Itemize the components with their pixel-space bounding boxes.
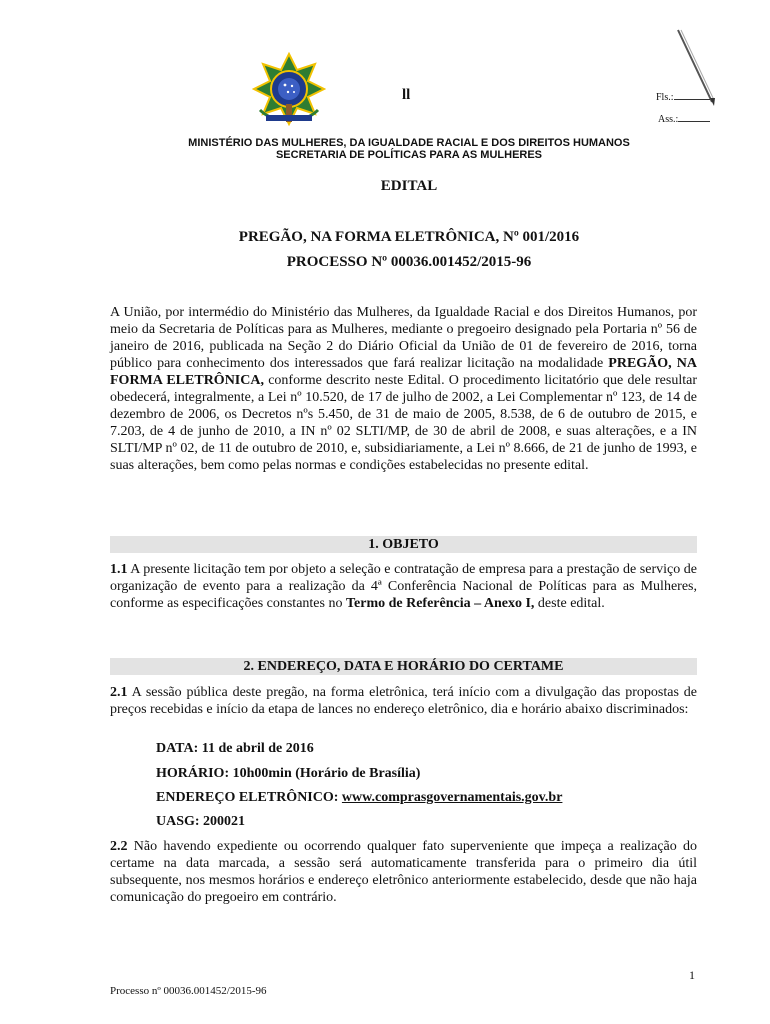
fls-field: Fls.: (656, 92, 710, 103)
section-1-heading: 1. OBJETO (110, 536, 697, 553)
uasg-code: UASG: 200021 (156, 814, 246, 829)
intro-paragraph: A União, por intermédio do Ministério das Mulheres, da Igualdade Racial e dos Direitos Humanos, por meio da Secretaria de Políticas para as Mulheres, mediante o pregoeiro designado pela Portaria nº 56 de janeiro de 2016, publicada na Seção 2 do Diário Oficial da União de 01 de fevereiro de 2016, torna público para conhecimento dos interessados que fará realizar licitação na modalidade PREGÃO, NA FORMA ELETRÔNICA, conforme descrito neste Edital. O procedimento licitatório que dele resultar obedecerá, integralmente, a Lei nº 10.520, de 17 de julho de 2002, a Lei Complementar nº 123, de 14 de dezembro de 2006, os Decretos nºs 5.450, de 31 de maio de 2005, 8.538, de 6 de outubro de 2015, e 7.203, de 4 de junho de 2010, a IN nº 02 SLTI/MP, de 30 de abril de 2008, e suas alterações, e a IN SLTI/MP nº 02, de 11 de outubro de 2010, e, subsidiariamente, a Lei nº 8.666, de 21 de junho de 1993, e suas alterações, bem como pelas normas e condições estabelecidas no presente edital. (110, 305, 697, 473)
section-2-heading: 2. ENDEREÇO, DATA E HORÁRIO DO CERTAME (110, 658, 697, 675)
clause-1-1: 1.1 A presente licitação tem por objeto a seleção e contratação de empresa para a prestação de serviço de organização de evento para a realização da 4ª Conferência Nacional de Políticas para as Mulheres, conforme as especificações constantes no Termo de Referência – Anexo I, deste edital. (110, 562, 697, 611)
clause-2-1: 2.1 A sessão pública deste pregão, na forma eletrônica, terá início com a divulgação das propostas de preços recebidas e início da etapa de lances no endereço eletrônico, dia e horário abaixo discriminados: (110, 685, 697, 717)
session-time: HORÁRIO: 10h00min (Horário de Brasília) (156, 766, 421, 781)
header-mark: ll (402, 87, 411, 103)
session-date: DATA: 11 de abril de 2016 (156, 741, 314, 756)
document-title: EDITAL (380, 178, 438, 194)
ass-blank (678, 121, 710, 122)
ministry-header (0, 137, 770, 161)
brazil-coat-of-arms-icon (252, 52, 326, 126)
session-address: ENDEREÇO ELETRÔNICO: www.comprasgovernamentais.gov.br (156, 790, 563, 805)
compras-link[interactable]: www.comprasgovernamentais.gov.br (341, 790, 563, 805)
ministry-name: MINISTÉRIO DAS MULHERES, DA IGUALDADE RACIAL E DOS DIREITOS HUMANOS (188, 137, 630, 149)
pregao-title: PREGÃO, NA FORMA ELETRÔNICA, Nº 001/2016 (238, 229, 580, 245)
page-number: 1 (689, 968, 695, 982)
clause-2-2: 2.2 Não havendo expediente ou ocorrendo qualquer fato superveniente que impeça a realização do certame na data marcada, a sessão será automaticamente transferida para o primeiro dia útil subsequente, nos mesmos horários e endereço eletrônico anteriormente estabelecido, desde que não haja comunicação do pregoeiro em contrário. (110, 839, 697, 905)
processo-title: PROCESSO Nº 00036.001452/2015-96 (286, 254, 532, 270)
secretariat-name: SECRETARIA DE POLÍTICAS PARA AS MULHERES (275, 149, 543, 161)
fls-blank (674, 99, 710, 100)
footer-processo: Processo nº 00036.001452/2015-96 (110, 985, 267, 997)
ass-field: Ass.: (658, 114, 710, 125)
